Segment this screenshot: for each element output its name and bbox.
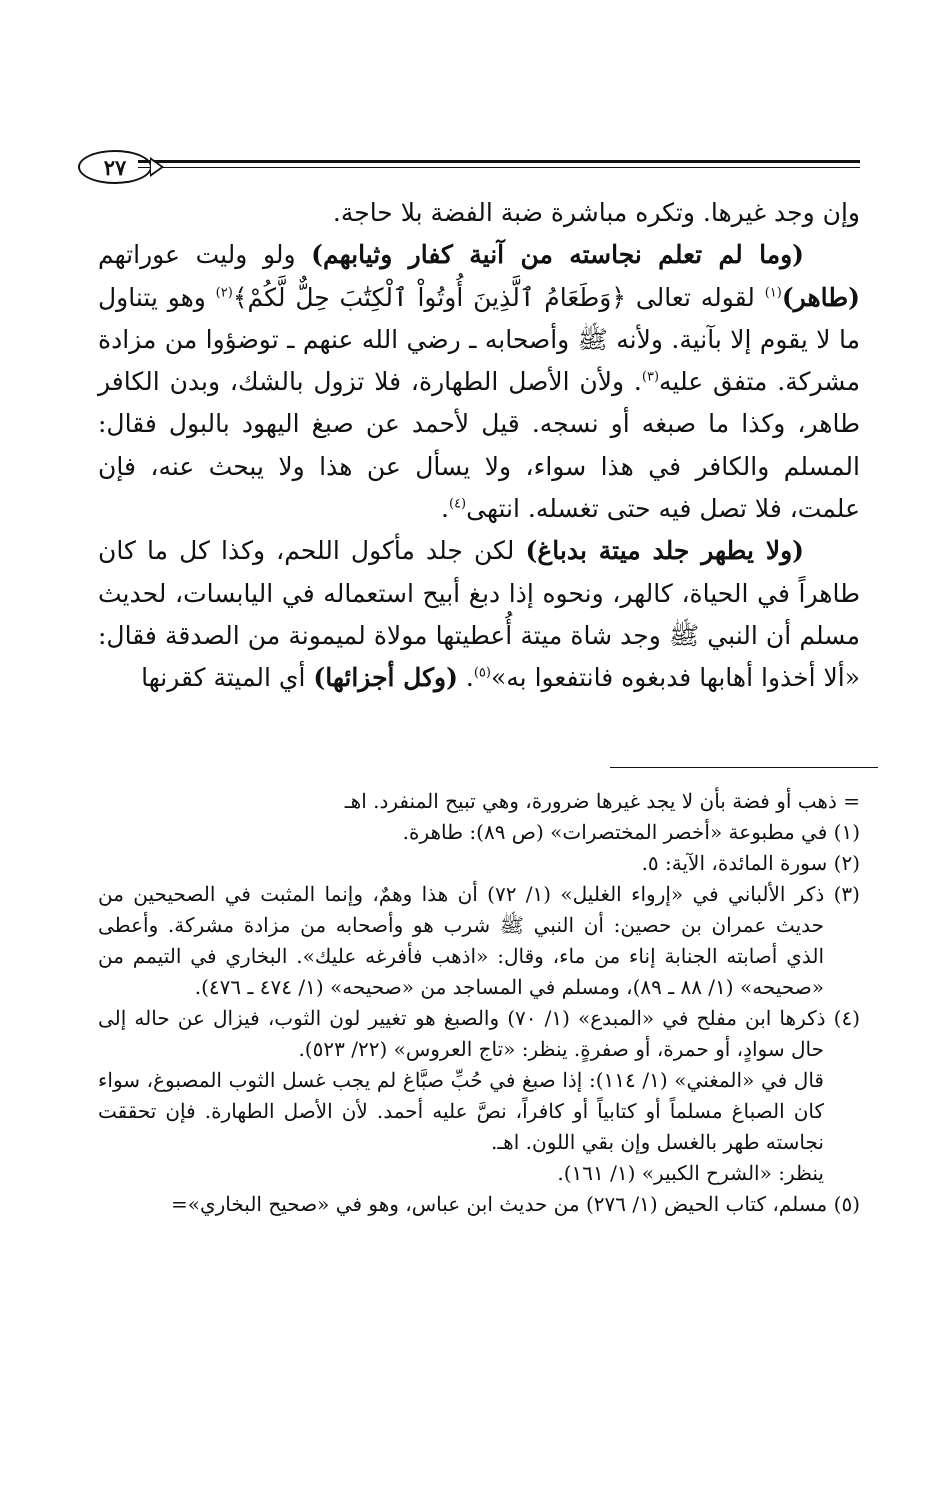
footnote-2: (٢) سورة المائدة، الآية: ٥. (641, 851, 860, 875)
footnote-ref[interactable]: (٣) (641, 369, 660, 385)
footnote-4: (٤) ذكرها ابن مفلح في «المبدع» (١/ ٧٠) والصبغ هو تغيير لون الثوب، فيزال عن حاله إلى حال سوادٍ، أو حمرة، أو صفرةٍ. ينظر: «تاج العروس» (٢٢/ ٥٢٣). (98, 1006, 860, 1061)
sharh-text: . (441, 494, 449, 524)
sharh-text: . ولأن الأصل الطهارة، فلا تزول بالشك، وبدن الكافر طاهر، وكذا ما صبغه أو نسجه. قيل لأحمد عن صبغ اليهود بالبول فقال: المسلم والكافر في هذا سواء، ولا يسأل عن هذا ولا يبحث عنه، فإن علمت، فلا تصل فيه حتى تغسله. انتهى (98, 367, 860, 524)
footnote-5: (٥) مسلم، كتاب الحيض (١/ ٢٧٦) من حديث ابن عباس، وهو في «صحيح البخاري»= (170, 1192, 860, 1216)
matn-text: (طاهر) (781, 282, 860, 312)
footnote-ref[interactable]: (٤) (448, 496, 467, 512)
footnote-1: (١) في مطبوعة «أخصر المختصرات» (ص ٨٩): طاهرة. (402, 820, 860, 844)
page-number-text: ٢٧ (103, 154, 127, 180)
sharh-text: ولو وليت عوراتهم (98, 240, 312, 270)
sharh-text: . (457, 663, 474, 693)
paragraph-2 (98, 234, 860, 530)
footnote-3: (٣) ذكر الألباني في «إرواء الغليل» (١/ ٧٢) أن هذا وهمٌ، وإنما المثبت في الصحيحين من حديث عمران بن حصين: أن النبي ﷺ شرب هو وأصحابه من مزادة مشركة. وأعطى الذي أصابته الجنابة إناء من ماء، وقال: «اذهب فأفرغه عليك». البخاري في التيمم من «صحيحه» (١/ ٨٨ ـ ٨٩)، ومسلم في المساجد من «صحيحه» (١/ ٤٧٤ ـ ٤٧٦). (98, 882, 860, 999)
matn-text: (وكل أجزائها) (313, 663, 458, 693)
footnote-4-quote: قال في «المغني» (١/ ١١٤): إذا صبغ في حُبِّ صبَّاغ لم يجب غسل الثوب المصبوغ، سواء كان الصباغ مسلماً أو كتابياً أو كافراً، نصَّ عليه أحمد. لأن الأصل الطهارة. فإن تحققت نجاسته طهر بالغسل وإن بقي اللون. اهـ. (98, 1068, 824, 1154)
footnote-ref[interactable]: (١) (764, 285, 782, 301)
page-number (78, 150, 152, 184)
sharh-text: أي الميتة كقرنها (141, 663, 314, 693)
matn-text: (وما لم تعلم نجاسته من آنية كفار وثيابهم) (311, 240, 804, 270)
header-rule (138, 160, 860, 163)
paragraph-1: وإن وجد غيرها. وتكره مباشرة ضبة الفضة بلا حاجة. (332, 198, 860, 227)
header-rule-thin (138, 167, 860, 168)
footnote-continuation: = ذهب أو فضة بأن لا يجد غيرها ضرورة، وهي تبيح المنفرد. اهـ (344, 789, 860, 813)
sharh-text: لكن جلد مأكول اللحم، وكذا كل ما كان طاهراً في الحياة، كالهر، ونحوه إذا دبغ أبيح استعماله في اليابسات، لحديث مسلم أن النبي ﷺ وجد شاة ميتة أُعطيتها مولاة لميمونة من الصدقة فقال: «ألا أخذوا أهابها فدبغوه فانتفعوا به» (98, 536, 860, 693)
sharh-text: وهو يتناول ما لا يقوم إلا بآنية. ولأنه ﷺ وأصحابه ـ رضي الله عنهم ـ توضؤوا من مزادة مشركة. متفق عليه (98, 282, 860, 397)
main-text (98, 192, 860, 700)
matn-text: (ولا يطهر جلد ميتة بدباغ) (525, 536, 804, 566)
footnote-ref[interactable]: (٥) (473, 665, 491, 681)
sharh-text: لقوله تعالى ﴿وَطَعَامُ ٱلَّذِينَ أُوتُواْ ٱلْكِتَٰبَ حِلٌّ لَّكُمْ﴾ (232, 282, 765, 312)
footnote-separator (610, 767, 878, 768)
footnote-4-ref: ينظر: «الشرح الكبير» (١/ ١٦١). (557, 1161, 824, 1185)
page-number-ornament (150, 157, 164, 177)
paragraph-3 (98, 530, 860, 699)
footnotes (98, 786, 860, 1220)
footnote-ref[interactable]: (٢) (215, 285, 233, 301)
